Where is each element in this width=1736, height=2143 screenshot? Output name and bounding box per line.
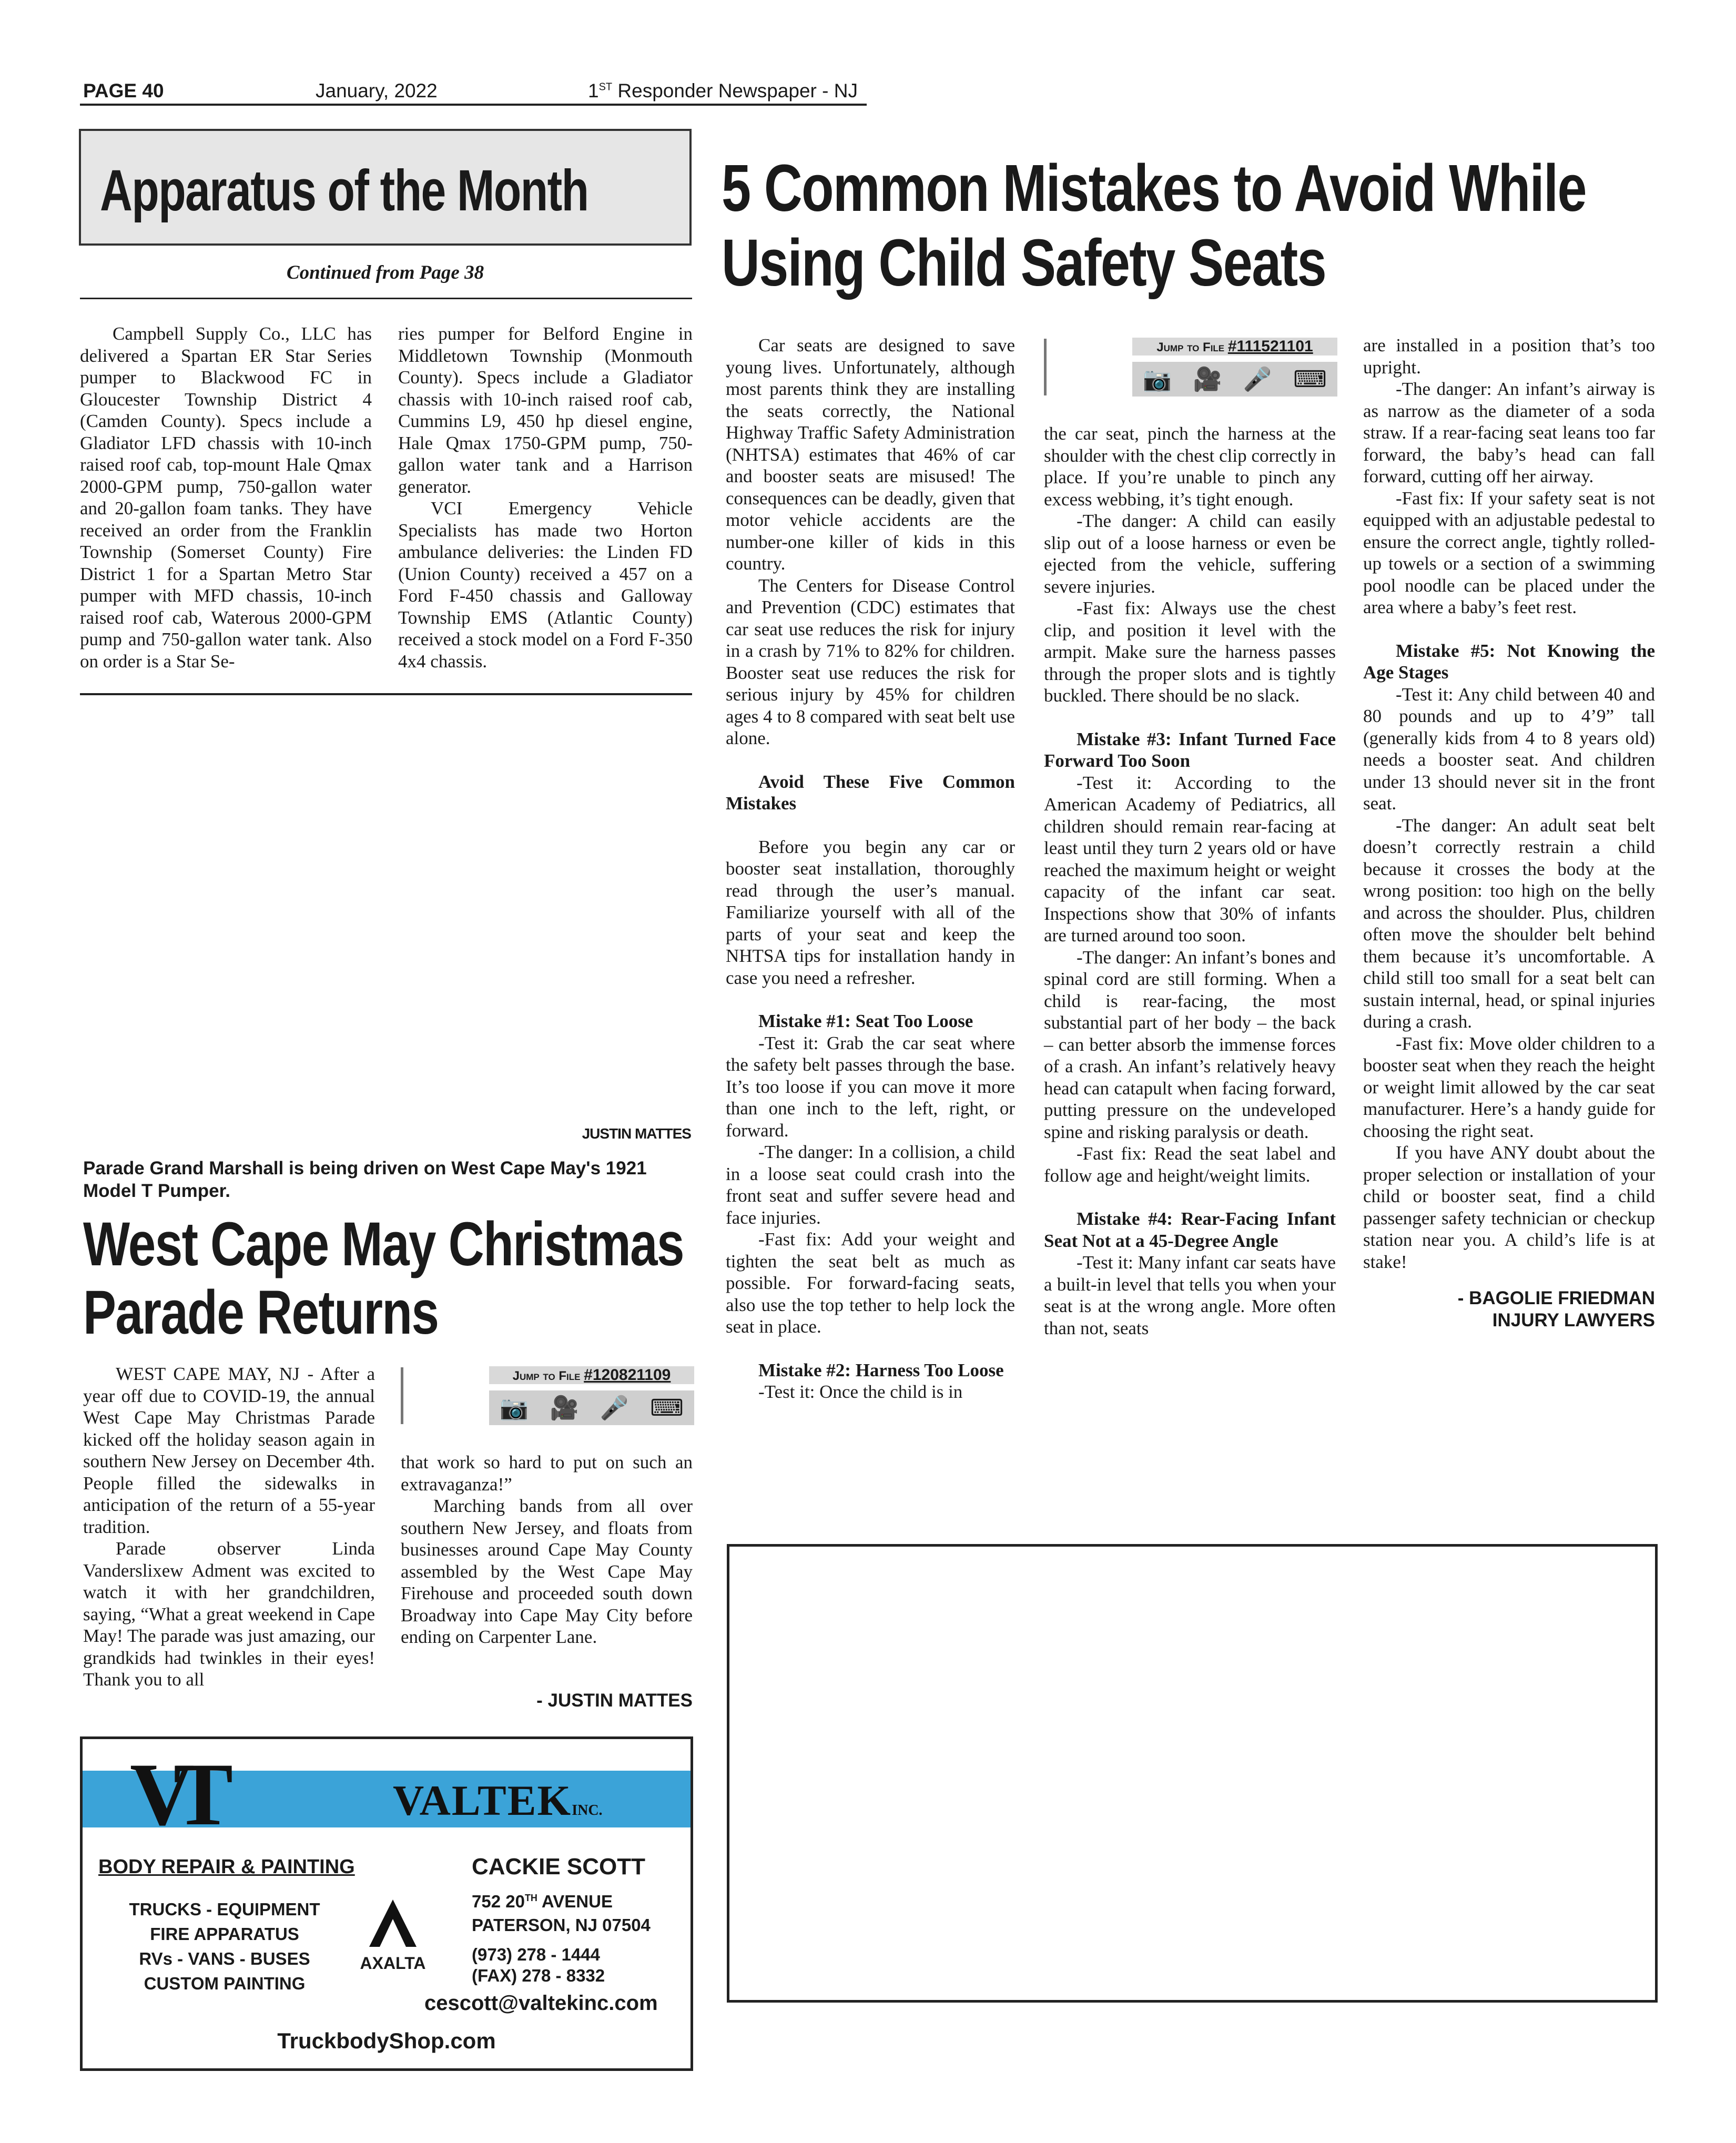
axalta-text: AXALTA <box>360 1954 426 1973</box>
valtek-inc: INC. <box>572 1802 603 1819</box>
valtek-email[interactable]: cescott@valtekinc.com <box>424 1992 658 2015</box>
seats-byline <box>1363 1287 1655 1332</box>
valtek-name: VALTEK <box>393 1776 572 1824</box>
header-rule <box>80 104 867 106</box>
valtek-service-2: FIRE APPARATUS <box>150 1924 299 1944</box>
jump-label-text: Jump to File <box>1156 340 1225 354</box>
microphone-icon: 🎤 <box>600 1395 629 1421</box>
apparatus-col-2 <box>398 323 693 672</box>
seats-c1-p7: -The danger: In a collision, a child in a loose seat could crash into the front seat and suffer severe head and face injuries. <box>726 1142 1015 1228</box>
jump-number: #111521101 <box>1227 338 1313 355</box>
issue-date: January, 2022 <box>316 80 438 101</box>
valtek-address-2: PATERSON, NJ 07504 <box>472 1915 651 1935</box>
valtek-contact-name: CACKIE SCOTT <box>472 1854 645 1880</box>
masthead-rest: Responder Newspaper - NJ <box>612 80 858 101</box>
seats-byline-1: - BAGOLIE FRIEDMAN <box>1457 1288 1655 1308</box>
typewriter-icon: ⌨ <box>1293 366 1327 392</box>
seats-c2-p9: -Test it: Many infant car seats have a built-in level that tells you when your seat is at the wrong angle. More often than not, seats <box>1044 1252 1336 1338</box>
masthead-sup: ST <box>598 81 613 93</box>
video-camera-icon: 🎥 <box>550 1395 579 1421</box>
video-camera-icon: 🎥 <box>1193 367 1222 392</box>
seats-jump-to-file[interactable] <box>1044 334 1338 400</box>
jump-bar <box>1044 339 1047 395</box>
seats-c3-p5: -Test it: Any child between 40 and 80 pounds and up to 4’9” tall (generally kids from 4 to 8 years old) needs a booster seat. And children under 13 should never sit in the front seat. <box>1363 684 1655 814</box>
seats-c3-p6: -The danger: An adult seat belt doesn’t correctly restrain a child because it crosses the body at the wrong position: too high on the belly and across the shoulder. Plus, children often move the shoulder belt behind them because it’s uncomfortable. A child still too small for a seat belt can sustain internal, head, or spinal injuries during a crash. <box>1363 815 1655 1032</box>
valtek-address-rest: AVENUE <box>537 1892 613 1911</box>
parade-headline-2: Parade Returns <box>83 1278 439 1347</box>
valtek-address-1 <box>472 1886 651 1913</box>
seats-byline-2: INJURY LAWYERS <box>1492 1310 1655 1331</box>
apparatus-title-box <box>79 129 692 246</box>
parade-photo-caption: Parade Grand Marshall is being driven on West Cape May's 1921 Model T Pumper. <box>83 1158 647 1201</box>
seats-c2-p7: -Fast fix: Read the seat label and follow age and height/weight limits. <box>1044 1143 1336 1186</box>
seats-subhead-mistake-4: Mistake #4: Rear-Facing Infant Seat Not at a 45-Degree Angle <box>1044 1208 1336 1251</box>
parade-col-1 <box>83 1363 375 1691</box>
valtek-services <box>104 1897 346 1996</box>
valtek-fax: (FAX) 278 - 8332 <box>472 1966 605 1985</box>
seats-subhead-mistake-1: Mistake #1: Seat Too Loose <box>758 1011 973 1031</box>
seats-col-1 <box>726 334 1015 1403</box>
valtek-address-num: 752 20 <box>472 1892 525 1911</box>
masthead <box>588 80 858 102</box>
parade-para-2: Parade observer Linda Vanderslixew Adment was excited to watch it with her grandchildren, saying, “What a great weekend in Cape May! The parade was just amazing, our grandkids had twinkles in their eyes! Thank you to all <box>83 1538 375 1690</box>
valtek-company <box>393 1776 603 1832</box>
seats-col-3 <box>1363 334 1655 1332</box>
typewriter-icon: ⌨ <box>650 1395 684 1421</box>
page-number: PAGE 40 <box>83 80 164 101</box>
apparatus-para-2: ries pumper for Belford Engine in Middletown Township (Monmouth County). Specs include a Gladiator chassis with 10-inch raised roof cab, Cummins L9, 450 hp diesel engine, Hale Qmax 1750-GPM pump, 750-gallon water tank and a Harrison generator. <box>398 323 693 497</box>
seats-c3-p7: -Fast fix: Move older children to a booster seat when they reach the height or weight limit allowed by the car seat manufacturer. Here’s a handy guide for choosing the right seat. <box>1363 1033 1655 1141</box>
jump-icons <box>489 1390 694 1425</box>
jump-bar <box>401 1367 403 1424</box>
parade-jump-to-file[interactable] <box>401 1363 695 1428</box>
parade-para-1: WEST CAPE MAY, NJ - After a year off due to COVID-19, the annual West Cape May Christmas Parade kicked off the holiday season again in southern New Jersey on December 4th. People filled the sidewalks in anticipation of the return of a 55-year tradition. <box>83 1364 375 1537</box>
jump-icons <box>1132 362 1337 397</box>
seats-c3-p2: -The danger: An infant’s airway is as narrow as the diameter of a soda straw. If a rear-facing seat leans too far forward, the baby’s head can fall forward, cutting off her airway. <box>1363 379 1655 486</box>
valtek-service-3: RVs - VANS - BUSES <box>139 1949 310 1968</box>
seats-c1-p6: -Test it: Grab the car seat where the safety belt passes through the base. It’s too loose if you can move it more than one inch to the left, right, or forward. <box>726 1032 1015 1141</box>
axalta-logo <box>351 1897 435 1976</box>
seats-subhead-mistake-3: Mistake #3: Infant Turned Face Forward Too Soon <box>1044 728 1336 771</box>
seats-subhead-avoid: Avoid These Five Common Mistakes <box>726 771 1015 814</box>
apparatus-title: Apparatus of the Month <box>100 158 588 223</box>
valtek-address <box>472 1886 651 1937</box>
seats-c3-p1: are installed in a position that’s too upright. <box>1363 335 1655 378</box>
apparatus-bottom-rule <box>80 693 692 695</box>
camera-icon: 📷 <box>500 1395 529 1421</box>
seats-c1-p2: The Centers for Disease Control and Prevention (CDC) estimates that car seat use reduces the risk for injury in a crash by 71% to 82% for children. Booster seat use reduces the risk for serious injury by 45% for children ages 4 to 8 compared with seat belt use alone. <box>726 575 1015 748</box>
seats-subhead-mistake-2: Mistake #2: Harness Too Loose <box>758 1359 1004 1380</box>
seats-col-2 <box>1044 423 1336 1339</box>
seats-c1-p4: Before you begin any car or booster seat installation, thoroughly read through the user’s manual. Familiarize yourself with all of the parts of your seat and keep the NHTSA tips for installation handy in case you need a refresher. <box>726 836 1015 988</box>
seats-c2-p1: the car seat, pinch the harness at the shoulder with the chest clip correctly in place. If you’re unable to pinch any excess webbing, it’s tight enough. <box>1044 423 1336 510</box>
microphone-icon: 🎤 <box>1243 367 1272 392</box>
continued-rule <box>80 298 692 299</box>
jump-label <box>489 1366 694 1384</box>
seats-subhead-mistake-5: Mistake #5: Not Knowing the Age Stages <box>1363 640 1655 683</box>
seats-c2-p6: -The danger: An infant’s bones and spinal cord are still forming. When a child is rear-facing, the most substantial part of her body – the back – can better absorb the immense forces of a crash. An infant’s relatively heavy head can catapult when facing forward, putting pressure on the undeveloped spine and risking paralysis or death. <box>1044 947 1336 1142</box>
valtek-service-1: TRUCKS - EQUIPMENT <box>129 1900 320 1919</box>
seats-c3-p8: If you have ANY doubt about the proper selection or installation of your child or booster seat, find a child passenger safety technician or checkup station near you. A child’s life is at stake! <box>1363 1142 1655 1272</box>
seats-c2-p2: -The danger: A child can easily slip out of a loose harness or even be ejected from the vehicle, suffering severe injuries. <box>1044 511 1336 597</box>
ad-placeholder-box <box>727 1544 1658 2003</box>
seats-c3-p3: -Fast fix: If your safety seat is not equipped with an adjustable pedestal to ensure the correct angle, tightly rolled-up towels or a section of a swimming pool noodle can be placed under the area where a baby’s feet rest. <box>1363 487 1655 617</box>
parade-col-2 <box>401 1451 693 1648</box>
jump-number: #120821109 <box>584 1366 671 1384</box>
parade-photo-credit: JUSTIN MATTES <box>582 1125 691 1142</box>
continued-note: Continued from Page 38 <box>286 262 484 283</box>
axalta-mark-icon <box>364 1897 422 1949</box>
parade-headline-1: West Cape May Christmas <box>83 1210 684 1279</box>
apparatus-para-3: VCI Emergency Vehicle Specialists has made two Horton ambulance deliveries: the Linden FD (Union County) received a 457 on a Ford F-450 chassis and Galloway Township EMS (Atlantic County) received a stock model on a Ford F-350 4x4 chassis. <box>398 498 693 672</box>
seats-c1-p10: -Test it: Once the child is in <box>758 1382 963 1402</box>
seats-c1-p8: -Fast fix: Add your weight and tighten the seat belt as much as possible. For forward-facing seats, also use the top tether to help lock the seat in place. <box>726 1229 1015 1337</box>
valtek-ad[interactable] <box>80 1736 693 2071</box>
valtek-service-4: CUSTOM PAINTING <box>144 1974 306 1993</box>
jump-label <box>1132 338 1337 356</box>
jump-label-text: Jump to File <box>512 1369 581 1383</box>
apparatus-para-1: Campbell Supply Co., LLC has delivered a Spartan ER Star Series pumper to Blackwood FC in Gloucester Township District 4 (Camden County). Specs include a Gladiator LFD chassis with 10-inch raised roof cab, top-mount Hale Qmax 2000-GPM pump, 750-gallon water and 20-gallon foam tanks. They have received an order from the Franklin Township (Somerset County) Fire District 1 for a Spartan Metro Star pumper with MFD chassis, 10-inch raised roof cab, Waterous 2000-GPM pump and 750-gallon water tank. Also on order is a Star Se- <box>80 323 372 672</box>
camera-icon: 📷 <box>1143 367 1172 392</box>
seats-headline-2: Using Child Safety Seats <box>722 226 1326 300</box>
valtek-phone[interactable]: (973) 278 - 1444 <box>472 1945 601 1964</box>
valtek-address-sup: TH <box>524 1893 537 1903</box>
seats-c2-p3: -Fast fix: Always use the chest clip, and position it level with the armpit. Make sure the harness passes through the proper slots and is tightly buckled. There should be no slack. <box>1044 598 1336 706</box>
parade-para-3: that work so hard to put on such an extravaganza!” <box>401 1452 693 1495</box>
seats-c1-p1: Car seats are designed to save young lives. Unfortunately, although most parents think they are installing the seats correctly, the National Highway Traffic Safety Administration (NHTSA) estimates that 46% of car and booster seats are misused! The consequences can be deadly, given that motor vehicle accidents are the number-one killer of kids in this country. <box>726 335 1015 574</box>
seats-c2-p5: -Test it: According to the American Academy of Pediatrics, all children should remain rear-facing at least until they turn 2 years old or have reached the maximum height or weight capacity of the infant car seat. Inspections show that 30% of infants are turned around too soon. <box>1044 772 1336 946</box>
valtek-website[interactable]: TruckbodyShop.com <box>277 2028 496 2053</box>
masthead-prefix: 1 <box>588 80 599 101</box>
parade-para-4: Marching bands from all over southern New Jersey, and floats from businesses around Cape May County assembled by the West Cape May Firehouse and proceeded south down Broadway into Cape May City before ending on Carpenter Lane. <box>401 1496 693 1647</box>
valtek-service-title: BODY REPAIR & PAINTING <box>98 1856 355 1878</box>
valtek-phones <box>472 1944 605 1986</box>
valtek-vt-logo: VT <box>130 1745 212 1844</box>
parade-byline: - JUSTIN MATTES <box>536 1690 693 1711</box>
apparatus-col-1 <box>80 323 372 672</box>
seats-headline-1: 5 Common Mistakes to Avoid While <box>722 151 1586 225</box>
